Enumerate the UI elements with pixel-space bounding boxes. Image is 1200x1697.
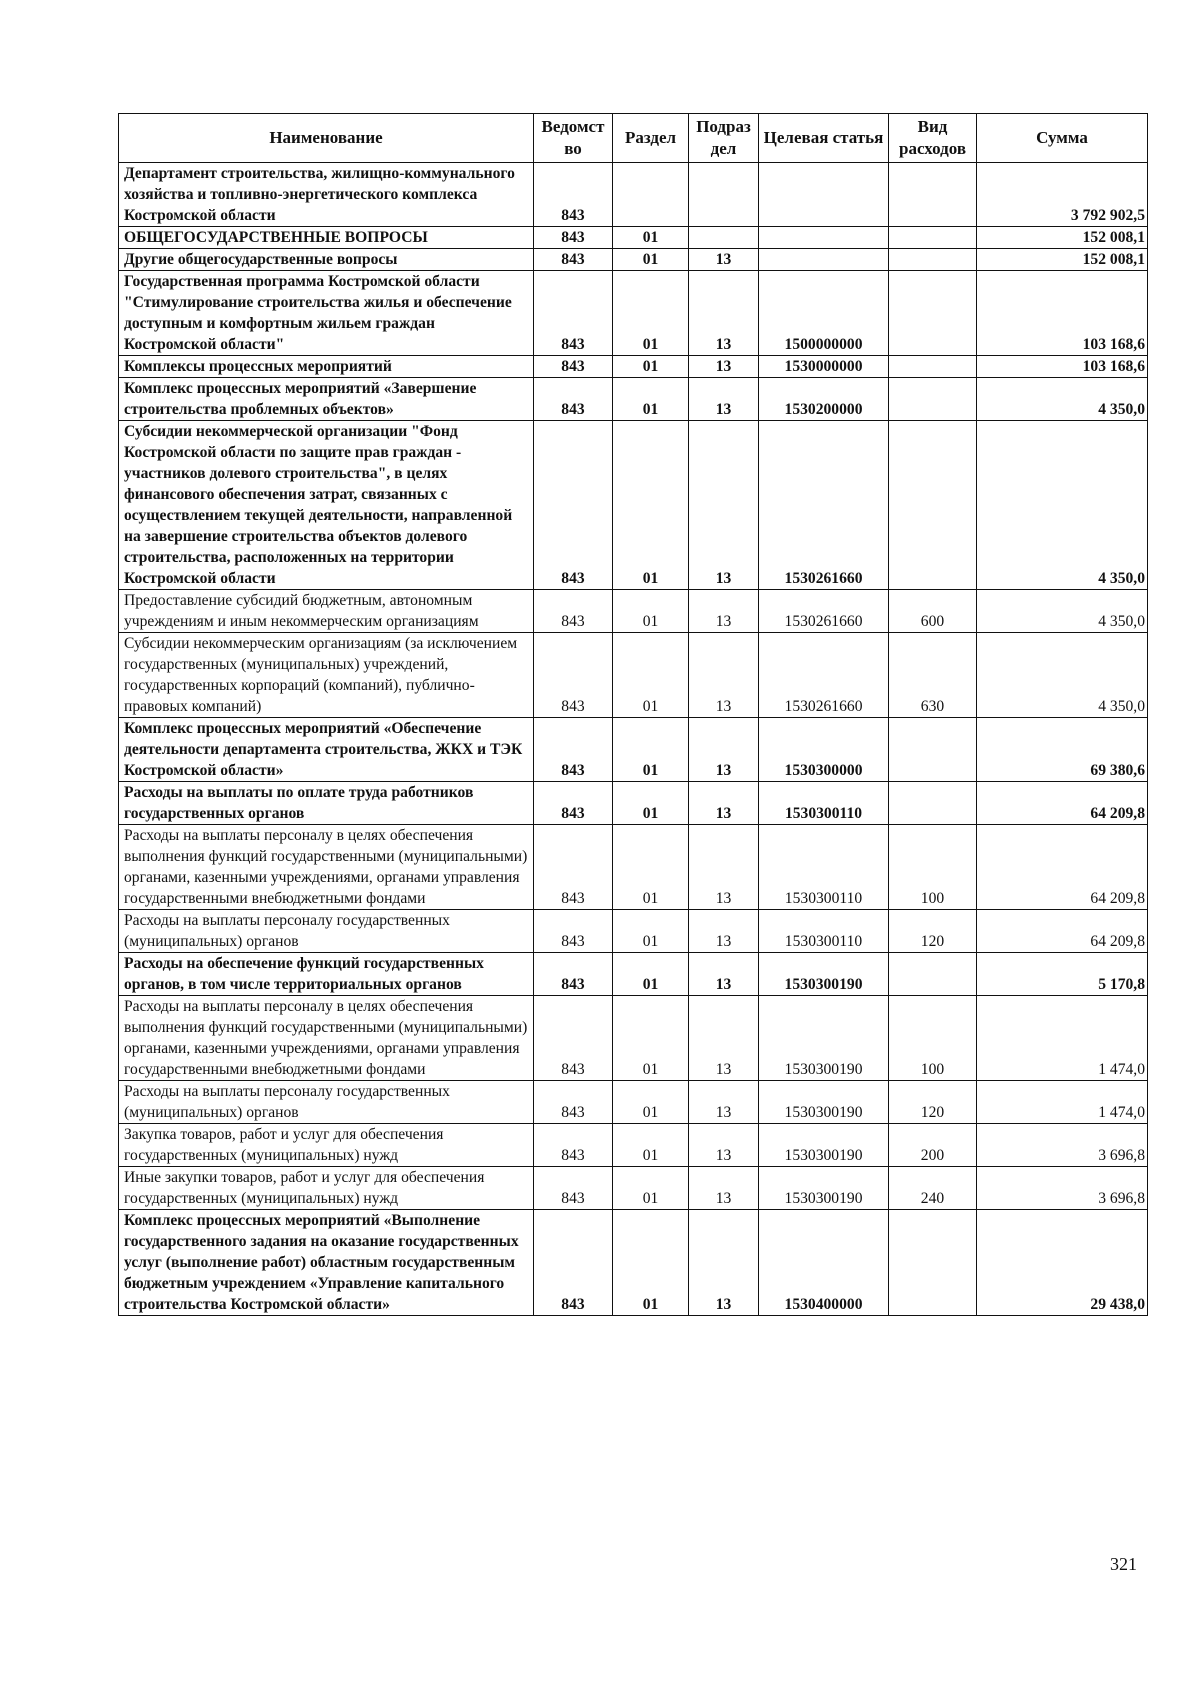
cell-subsection: 13 [689,996,759,1081]
cell-expense-type: 100 [889,825,977,910]
cell-target: 1530000000 [759,356,889,378]
cell-name: Расходы на выплаты персоналу государственных (муниципальных) органов [119,1081,534,1124]
header-name: Наименование [119,114,534,163]
cell-amount: 152 008,1 [977,227,1148,249]
cell-amount: 103 168,6 [977,271,1148,356]
cell-dept: 843 [534,271,613,356]
cell-amount: 103 168,6 [977,356,1148,378]
table-row [119,590,1148,633]
table-row [119,1210,1148,1316]
cell-target [759,227,889,249]
header-section: Раздел [613,114,689,163]
cell-expense-type [889,163,977,227]
cell-target: 1530400000 [759,1210,889,1316]
cell-name: Расходы на выплаты персоналу в целях обеспечения выполнения функций государственными (муниципальными) органами, казенными учреждениями, органами управления государственными внебюджетными фондами [119,996,534,1081]
cell-expense-type [889,271,977,356]
cell-expense-type: 120 [889,1081,977,1124]
table-row [119,953,1148,996]
cell-amount: 29 438,0 [977,1210,1148,1316]
cell-expense-type [889,249,977,271]
table-row [119,249,1148,271]
cell-section: 01 [613,1081,689,1124]
header-dept: Ведомст во [534,114,613,163]
header-target: Целевая статья [759,114,889,163]
cell-dept: 843 [534,718,613,782]
table-row [119,910,1148,953]
cell-name: Другие общегосударственные вопросы [119,249,534,271]
cell-name: Расходы на выплаты по оплате труда работников государственных органов [119,782,534,825]
cell-subsection: 13 [689,782,759,825]
cell-dept: 843 [534,1081,613,1124]
table-header-row [119,114,1148,163]
cell-name: ОБЩЕГОСУДАРСТВЕННЫЕ ВОПРОСЫ [119,227,534,249]
table-row [119,356,1148,378]
cell-target [759,249,889,271]
cell-dept: 843 [534,1210,613,1316]
cell-amount: 3 792 902,5 [977,163,1148,227]
table-row [119,1124,1148,1167]
cell-dept: 843 [534,249,613,271]
cell-amount: 1 474,0 [977,996,1148,1081]
cell-expense-type [889,953,977,996]
cell-subsection: 13 [689,249,759,271]
cell-target: 1530300190 [759,1124,889,1167]
cell-amount: 152 008,1 [977,249,1148,271]
cell-expense-type: 120 [889,910,977,953]
table-row [119,163,1148,227]
cell-subsection [689,227,759,249]
cell-subsection: 13 [689,1210,759,1316]
table-row [119,1081,1148,1124]
cell-dept: 843 [534,378,613,421]
cell-target: 1530261660 [759,633,889,718]
cell-subsection: 13 [689,953,759,996]
table-row [119,782,1148,825]
cell-dept: 843 [534,421,613,590]
cell-dept: 843 [534,227,613,249]
table-row [119,378,1148,421]
cell-subsection: 13 [689,633,759,718]
cell-target: 1500000000 [759,271,889,356]
cell-section: 01 [613,590,689,633]
table-row [119,421,1148,590]
cell-name: Закупка товаров, работ и услуг для обеспечения государственных (муниципальных) нужд [119,1124,534,1167]
cell-section: 01 [613,953,689,996]
cell-amount: 64 209,8 [977,910,1148,953]
cell-subsection: 13 [689,718,759,782]
cell-section [613,163,689,227]
cell-section: 01 [613,1124,689,1167]
cell-subsection: 13 [689,1124,759,1167]
cell-subsection: 13 [689,421,759,590]
table-row [119,633,1148,718]
header-amount: Сумма [977,114,1148,163]
cell-subsection: 13 [689,1167,759,1210]
cell-dept: 843 [534,782,613,825]
cell-section: 01 [613,825,689,910]
table-row [119,271,1148,356]
cell-name: Департамент строительства, жилищно-коммунального хозяйства и топливно-энергетического комплекса Костромской области [119,163,534,227]
cell-section: 01 [613,227,689,249]
cell-expense-type: 100 [889,996,977,1081]
cell-expense-type [889,718,977,782]
cell-amount: 3 696,8 [977,1167,1148,1210]
cell-dept: 843 [534,953,613,996]
cell-section: 01 [613,249,689,271]
cell-subsection [689,163,759,227]
cell-expense-type [889,378,977,421]
cell-name: Комплекс процессных мероприятий «Выполнение государственного задания на оказание государственных услуг (выполнение работ) областным государственным бюджетным учреждением «Управление капитального строительства Костромской области» [119,1210,534,1316]
cell-section: 01 [613,910,689,953]
cell-expense-type [889,356,977,378]
cell-target: 1530300190 [759,996,889,1081]
cell-amount: 3 696,8 [977,1124,1148,1167]
header-expense-type: Вид расходов [889,114,977,163]
cell-amount: 64 209,8 [977,782,1148,825]
cell-amount: 4 350,0 [977,421,1148,590]
cell-expense-type: 600 [889,590,977,633]
table-row [119,825,1148,910]
cell-name: Субсидии некоммерческой организации "Фонд Костромской области по защите прав граждан - участников долевого строительства", в целях финансового обеспечения затрат, связанных с осуществлением текущей деятельности, направленной на завершение строительства объектов долевого строительства, расположенных на территории Костромской области [119,421,534,590]
cell-target: 1530261660 [759,590,889,633]
budget-table [118,113,1148,1316]
cell-dept: 843 [534,1124,613,1167]
table-row [119,227,1148,249]
cell-dept: 843 [534,910,613,953]
page-number: 321 [1110,1554,1137,1574]
cell-section: 01 [613,1167,689,1210]
cell-subsection: 13 [689,1081,759,1124]
cell-expense-type [889,1210,977,1316]
cell-dept: 843 [534,1167,613,1210]
table-row [119,1167,1148,1210]
cell-subsection: 13 [689,590,759,633]
cell-subsection: 13 [689,825,759,910]
table-body [119,163,1148,1316]
cell-amount: 69 380,6 [977,718,1148,782]
cell-name: Комплекс процессных мероприятий «Завершение строительства проблемных объектов» [119,378,534,421]
cell-name: Субсидии некоммерческим организациям (за исключением государственных (муниципальных) учреждений, государственных корпораций (компаний), публично-правовых компаний) [119,633,534,718]
cell-expense-type: 240 [889,1167,977,1210]
cell-target: 1530300110 [759,910,889,953]
cell-name: Расходы на выплаты персоналу государственных (муниципальных) органов [119,910,534,953]
cell-amount: 64 209,8 [977,825,1148,910]
cell-section: 01 [613,782,689,825]
cell-name: Иные закупки товаров, работ и услуг для обеспечения государственных (муниципальных) нужд [119,1167,534,1210]
cell-dept: 843 [534,163,613,227]
cell-name: Расходы на выплаты персоналу в целях обеспечения выполнения функций государственными (муниципальными) органами, казенными учреждениями, органами управления государственными внебюджетными фондами [119,825,534,910]
cell-expense-type [889,782,977,825]
cell-dept: 843 [534,825,613,910]
cell-subsection: 13 [689,271,759,356]
cell-section: 01 [613,1210,689,1316]
table-row [119,996,1148,1081]
cell-section: 01 [613,356,689,378]
cell-dept: 843 [534,996,613,1081]
table-row [119,718,1148,782]
cell-expense-type: 200 [889,1124,977,1167]
cell-target: 1530300000 [759,718,889,782]
cell-section: 01 [613,378,689,421]
cell-subsection: 13 [689,378,759,421]
cell-name: Комплекс процессных мероприятий «Обеспечение деятельности департамента строительства, ЖКХ и ТЭК Костромской области» [119,718,534,782]
cell-section: 01 [613,421,689,590]
cell-amount: 1 474,0 [977,1081,1148,1124]
cell-section: 01 [613,996,689,1081]
cell-subsection: 13 [689,910,759,953]
cell-amount: 4 350,0 [977,378,1148,421]
cell-expense-type [889,227,977,249]
cell-section: 01 [613,633,689,718]
cell-target: 1530261660 [759,421,889,590]
cell-section: 01 [613,271,689,356]
cell-target: 1530300190 [759,953,889,996]
cell-name: Государственная программа Костромской области "Стимулирование строительства жилья и обеспечение доступным и комфортным жильем граждан Костромской области" [119,271,534,356]
cell-name: Комплексы процессных мероприятий [119,356,534,378]
cell-dept: 843 [534,590,613,633]
cell-target: 1530200000 [759,378,889,421]
cell-name: Расходы на обеспечение функций государственных органов, в том числе территориальных органов [119,953,534,996]
cell-subsection: 13 [689,356,759,378]
cell-target: 1530300190 [759,1081,889,1124]
cell-target: 1530300110 [759,782,889,825]
cell-target: 1530300110 [759,825,889,910]
cell-expense-type [889,421,977,590]
header-subsection: Подраз дел [689,114,759,163]
cell-target [759,163,889,227]
cell-amount: 4 350,0 [977,590,1148,633]
cell-dept: 843 [534,356,613,378]
cell-amount: 5 170,8 [977,953,1148,996]
cell-section: 01 [613,718,689,782]
cell-amount: 4 350,0 [977,633,1148,718]
cell-target: 1530300190 [759,1167,889,1210]
cell-expense-type: 630 [889,633,977,718]
cell-name: Предоставление субсидий бюджетным, автономным учреждениям и иным некоммерческим организациям [119,590,534,633]
cell-dept: 843 [534,633,613,718]
